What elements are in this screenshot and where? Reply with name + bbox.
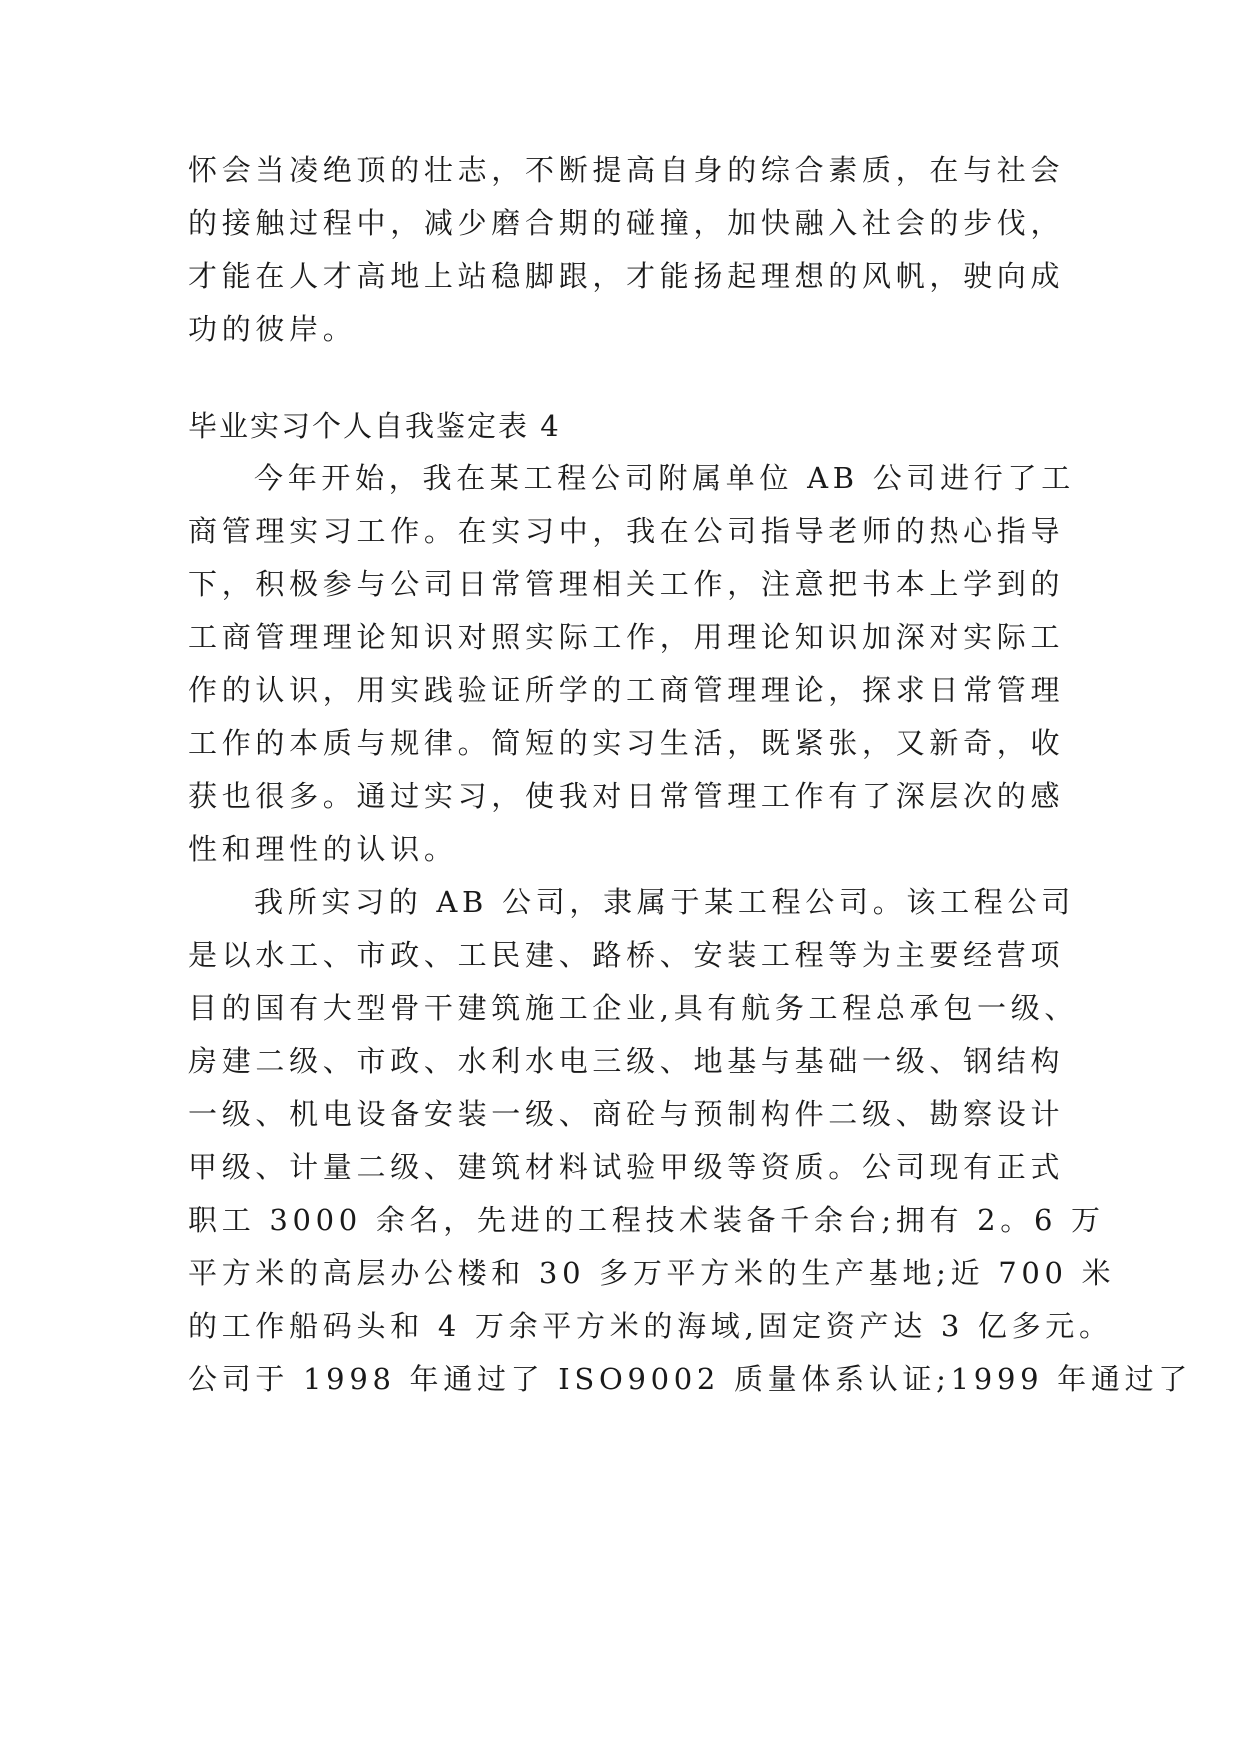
text-line: 平方米的高层办公楼和 30 多万平方米的生产基地;近 700 米 xyxy=(188,1256,1116,1290)
text-line: 工商管理理论知识对照实际工作，用理论知识加深对实际工 xyxy=(188,620,1065,654)
text-line: 商管理实习工作。在实习中，我在公司指导老师的热心指导 xyxy=(188,514,1065,548)
text-line: 一级、机电设备安装一级、商砼与预制构件二级、勘察设计 xyxy=(188,1097,1065,1131)
text-line: 才能在人才高地上站稳脚跟，才能扬起理想的风帆，驶向成 xyxy=(188,259,1065,293)
text-line: 的接触过程中，减少磨合期的碰撞，加快融入社会的步伐， xyxy=(188,206,1065,240)
text-line: 公司于 1998 年通过了 ISO9002 质量体系认证;1999 年通过了 xyxy=(188,1362,1192,1396)
text-line: 房建二级、市政、水利水电三级、地基与基础一级、钢结构 xyxy=(188,1044,1065,1078)
text-line: 职工 3000 余名，先进的工程技术装备千余台;拥有 2。6 万 xyxy=(188,1203,1105,1237)
text-line: 甲级、计量二级、建筑材料试验甲级等资质。公司现有正式 xyxy=(188,1150,1065,1184)
text-line: 获也很多。通过实习，使我对日常管理工作有了深层次的感 xyxy=(188,779,1065,813)
text-line: 怀会当凌绝顶的壮志，不断提高自身的综合素质，在与社会 xyxy=(188,153,1065,187)
text-line: 目的国有大型骨干建筑施工企业,具有航务工程总承包一级、 xyxy=(188,991,1079,1025)
text-line: 性和理性的认识。 xyxy=(188,832,458,866)
text-line: 作的认识，用实践验证所学的工商管理理论，探求日常管理 xyxy=(188,673,1065,707)
text-line: 我所实习的 AB 公司，隶属于某工程公司。该工程公司 xyxy=(254,885,1075,919)
text-line: 下，积极参与公司日常管理相关工作，注意把书本上学到的 xyxy=(188,567,1065,601)
section-heading: 毕业实习个人自我鉴定表 4 xyxy=(188,409,561,443)
text-line: 是以水工、市政、工民建、路桥、安装工程等为主要经营项 xyxy=(188,938,1065,972)
text-line: 工作的本质与规律。简短的实习生活，既紧张，又新奇，收 xyxy=(188,726,1065,760)
text-line: 的工作船码头和 4 万余平方米的海域,固定资产达 3 亿多元。 xyxy=(188,1309,1113,1343)
text-line: 功的彼岸。 xyxy=(188,312,357,346)
text-line: 今年开始，我在某工程公司附属单位 AB 公司进行了工 xyxy=(254,461,1075,495)
